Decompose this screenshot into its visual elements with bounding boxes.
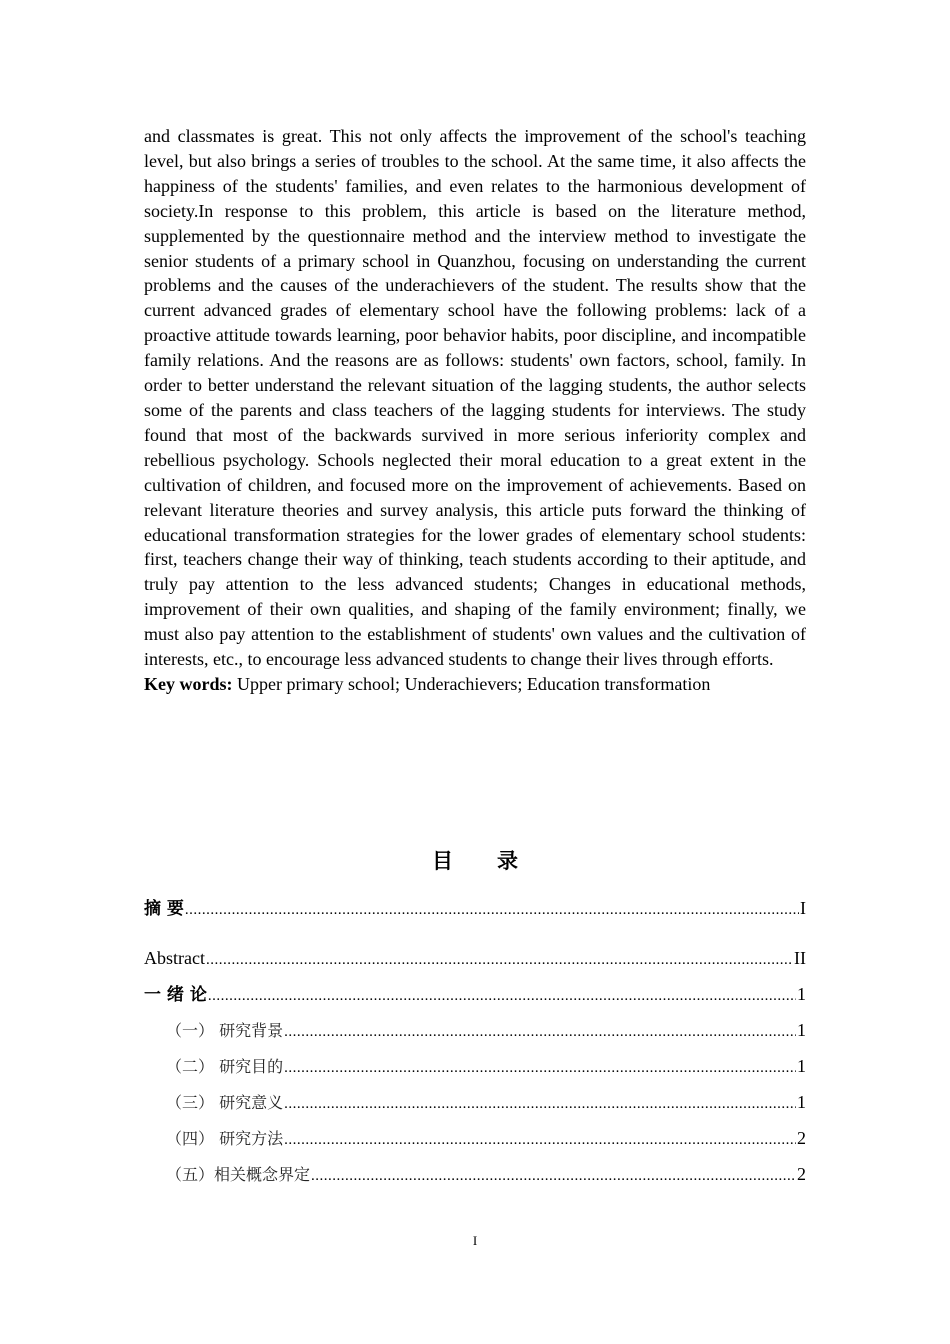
toc-entry-background[interactable] — [166, 1018, 806, 1044]
toc-title-char: 录 — [497, 849, 518, 873]
toc-entry-definitions[interactable] — [166, 1162, 806, 1188]
toc-entry-abstract-cn[interactable] — [144, 896, 806, 922]
abstract-section — [144, 124, 806, 697]
toc-title-char: 目 — [432, 849, 453, 873]
toc-entry-title: （四） 研究方法 — [166, 1129, 284, 1148]
keywords-label: Key words: — [144, 673, 233, 694]
toc-leader-dots — [284, 1056, 796, 1080]
toc-entry-page: 1 — [797, 1092, 806, 1112]
toc-entry-significance[interactable] — [166, 1090, 806, 1116]
toc-leader-dots — [185, 898, 799, 922]
toc-leader-dots — [284, 1128, 796, 1152]
toc-entry-title: （五）相关概念界定 — [166, 1165, 311, 1184]
toc-entry-page: 2 — [797, 1128, 806, 1148]
toc-leader-dots — [311, 1164, 796, 1188]
toc-leader-dots — [208, 984, 796, 1008]
toc-entry-abstract-en[interactable] — [144, 946, 806, 972]
toc-entry-introduction[interactable] — [144, 982, 806, 1008]
toc-entry-page: 1 — [797, 1056, 806, 1076]
keywords-line — [144, 672, 806, 697]
toc-leader-dots — [284, 1092, 796, 1116]
toc-entry-title: （一） 研究背景 — [166, 1021, 284, 1040]
toc-entry-page: I — [800, 898, 806, 918]
abstract-paragraph: and classmates is great. This not only affects the improvement of the school's teaching level, but also brings a series of troubles to the school. At the same time, it also affects the happiness of the students' families, and even relates to the harmonious development of society.In response to this problem, this article is based on the literature method, supplemented by the questionnaire method and the interview method to investigate the senior students of a primary school in Quanzhou, focusing on understanding the current problems and the causes of the underachievers of the student. The results show that the current advanced grades of elementary school have the following problems: lack of a proactive attitude towards learning, poor behavior habits, poor discipline, and incompatible family relations. And the reasons are as follows: students' own factors, school, family. In order to better understand the relevant situation of the lagging students, the author selects some of the parents and class teachers of the lagging students for interviews. The study found that most of the backwards survived in more serious inferiority complex and rebellious psychology. Schools neglected their moral education to a great extent in the cultivation of children, and focused more on the improvement of achievements. Based on relevant literature theories and survey analysis, this article puts forward the thinking of educational transformation strategies for the lower grades of elementary school students: first, teachers change their way of thinking, teach students according to their aptitude, and truly pay attention to the less advanced students; Changes in educational methods, improvement of their own qualities, and shaping of the family environment; finally, we must also pay attention to the establishment of students' own values and the cultivation of interests, etc., to encourage less advanced students to change their lives through efforts. — [144, 126, 806, 670]
page-number: I — [472, 1233, 478, 1248]
toc-entry-methods[interactable] — [166, 1126, 806, 1152]
keywords-value: Upper primary school; Underachievers; Education transformation — [232, 673, 711, 694]
toc-entry-title: 摘 要 — [144, 899, 184, 919]
toc-entry-title: （三） 研究意义 — [166, 1093, 284, 1112]
toc-leader-dots — [206, 948, 793, 972]
toc-leader-dots — [284, 1020, 796, 1044]
toc-entry-title: 一 绪 论 — [144, 985, 207, 1005]
toc-entry-page: 2 — [797, 1164, 806, 1184]
toc-entry-title: Abstract — [144, 948, 205, 968]
toc-entry-page: 1 — [797, 984, 806, 1004]
toc-entry-purpose[interactable] — [166, 1054, 806, 1080]
toc-title — [0, 845, 950, 875]
toc-entry-title: （二） 研究目的 — [166, 1057, 284, 1076]
toc-entry-page: 1 — [797, 1020, 806, 1040]
toc-entry-page: II — [794, 948, 806, 968]
